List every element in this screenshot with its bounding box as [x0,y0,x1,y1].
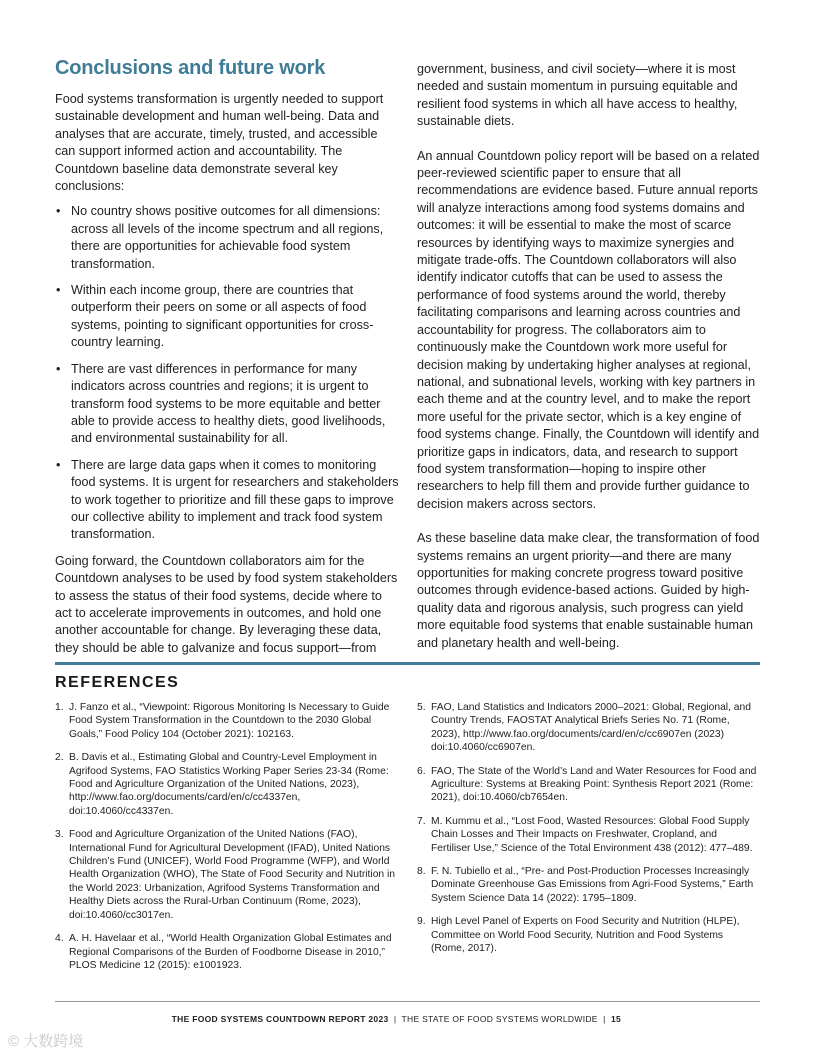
list-item-text: No country shows positive outcomes for all dimensions: across all levels of the income spectrum and all regions, there are opportunities for achievable food system transformation. [71,204,384,271]
footer-separator: | [603,1014,606,1024]
reference-text: F. N. Tubiello et al., “Pre- and Post-Production Processes Increasingly Dominate Greenhouse Gas Emissions from Agri-Food Systems,” Earth System Science Data 14 (2022): 1795–1809. [431,866,754,904]
right-column [417,61,762,669]
reference-item: 5. FAO, Land Statistics and Indicators 2000–2021: Global, Regional, and Country Trends, FAOSTAT Analytical Briefs Series No. 71 (Rome, 2023), http://www.fao.org/documents/card/en/c/cc6907en (2023) doi:10.4060/cc6907en. [417,702,751,754]
reference-text: Food and Agriculture Organization of the United Nations (FAO), International Fund for Agricultural Development (IFAD), United Nations Children’s Fund (UNICEF), World Food Programme (WFP), and World Health Organization (WHO), The State of Food Security and Nutrition in the World 2023: Urbanization, Agrifood Systems Transformation and Healthy Diets across the Rural-Urban Continuum (Rome, 2023), doi:10.4060/cc3017en. [69,829,396,921]
list-item: • There are large data gaps when it comes to monitoring food systems. It is urgent for researchers and stakeholders to work together to prioritize and fill these gaps to improve our collective ability to implement and track food system transformation. [56,457,399,542]
list-item: • There are vast differences in performance for many indicators across countries and regions; it is urgent to transform food systems to be more equitable and better able to provide access to healthy diets, good livelihoods, and environmental sustainability for all. [56,361,386,446]
footer-section-title: THE STATE OF FOOD SYSTEMS WORLDWIDE [401,1014,598,1024]
list-item: • Within each income group, there are countries that outperform their peers on some or all aspects of food systems, pointing to significant opportunities for cross-country learning. [56,283,374,350]
page-number: 15 [610,1014,621,1024]
page-footer [172,1014,621,1024]
references-heading: REFERENCES [55,674,180,691]
references-right-column [417,701,759,966]
reference-item: 7. M. Kummu et al., “Lost Food, Wasted Resources: Global Food Supply Chain Losses and Their Impacts on Freshwater, Cropland, and Fertiliser Use,” Science of the Total Environment 438 (2012): 477–489. [417,815,753,854]
closing-paragraph: Going forward, the Countdown collaborators aim for the Countdown analyses to be used by food system stakeholders to assess the status of their food systems, decide where to act to accelerate improvements in outcomes, and hold one another accountable for change. By leveraging these data, they should be able to galvanize and focus support—from [55,553,398,655]
reference-text: A. H. Havelaar et al., “World Health Organization Global Estimates and Regional Comparisons of the Burden of Foodborne Disease in 2010,” PLOS Medicine 12 (2015): e1001923. [69,933,392,971]
footer-divider [55,1001,760,1002]
reference-text: FAO, The State of the World’s Land and Water Resources for Food and Agriculture: Systems at Breaking Point: Synthesis Report 2021 (Rome: 2021), doi:10.4060/cb7654en. [431,765,757,804]
reference-item: 6. FAO, The State of the World’s Land and Water Resources for Food and Agriculture: Systems at Breaking Point: Synthesis Report 2021 (Rome: 2021), doi:10.4060/cb7654en. [417,765,757,804]
reference-text: High Level Panel of Experts on Food Security and Nutrition (HLPE), Committee on World Food Security, Nutrition and Food Systems (Rome, 2017). [431,916,740,955]
list-item-text: There are vast differences in performance for many indicators across countries and regions; it is urgent to transform food systems to be more equitable and better able to provide access to healthy diets, good livelihoods, and environmental sustainability for all. [71,361,386,446]
reference-item: 8. F. N. Tubiello et al., “Pre- and Post-Production Processes Increasingly Dominate Greenhouse Gas Emissions from Agri-Food Systems,” Earth System Science Data 14 (2022): 1795–1809. [417,866,754,904]
reference-item: 2. B. Davis et al., Estimating Global and Country-Level Employment in Agrifood Systems, FAO Statistics Working Paper Series 23-34 (Rome: Food and Agriculture Organization of the United Nations, 2023), http://www.fao.org/documents/card/en/c/cc4337en, doi:10.4060/cc4337en. [55,752,389,817]
footer-report-title: THE FOOD SYSTEMS COUNTDOWN REPORT 2023 [171,1014,389,1024]
list-item-text: There are large data gaps when it comes to monitoring food systems. It is urgent for researchers and stakeholders to work together to prioritize and fill these gaps to improve our collective ability to implement and track food system transformation. [71,457,399,542]
intro-paragraph: Food systems transformation is urgently needed to support sustainable development and human well-being. Data and analyses that are accurate, timely, trusted, and accessible can support informed action and accountability. The Countdown baseline data demonstrate several key conclusions: [55,92,384,194]
list-item: • No country shows positive outcomes for all dimensions: across all levels of the income spectrum and all regions, there are opportunities for achievable food system transformation. [56,204,384,271]
reference-text: J. Fanzo et al., “Viewpoint: Rigorous Monitoring Is Necessary to Guide Food System Transformation in the Countdown to the 2030 Global Goals,” Food Policy 104 (October 2021): 102163. [69,702,390,740]
footer-separator: | [393,1014,397,1024]
final-paragraph: As these baseline data make clear, the transformation of food systems remains an urgent priority—and there are many opportunities for making concrete progress toward positive outcomes through evidence-based actions. Guided by high-quality data and rigorous analysis, such progress can yield more equitable food systems that enable sustainable human and planetary health and well-being. [417,531,760,650]
reference-text: B. Davis et al., Estimating Global and Country-Level Employment in Agrifood Systems, FAO Statistics Working Paper Series 23-34 (Rome: Food and Agriculture Organization of the United Nations, 2023), http://www.fao.org/documents/card/en/c/cc4337en, doi:10.4060/cc4337en. [69,752,389,817]
reference-item: 9. High Level Panel of Experts on Food Security and Nutrition (HLPE), Committee on World Food Security, Nutrition and Food Systems (Rome, 2017). [417,916,740,955]
section-title: Conclusions and future work [55,57,326,79]
reference-item: 1. J. Fanzo et al., “Viewpoint: Rigorous Monitoring Is Necessary to Guide Food System Transformation in the Countdown to the 2030 Global Goals,” Food Policy 104 (October 2021): 102163. [55,702,390,740]
reference-item: 4. A. H. Havelaar et al., “World Health Organization Global Estimates and Regional Comparisons of the Burden of Foodborne Disease in 2010,” PLOS Medicine 12 (2015): e1001923. [55,933,392,971]
policy-report-paragraph: An annual Countdown policy report will be based on a related peer-reviewed scientific paper to ensure that all recommendations are evidence based. Future annual reports will analyze interactions among food systems domains and outcomes: it will be essential to make the most of scarce resources by identifying ways to maximize synergies and mitigate trade-offs. The Countdown collaborators will also identify indicator cutoffs that can be used to assess the performance of food systems around the world, thereby facilitating comparisons and learning across countries and accountability for progress. The collaborators aim to continuously make the Countdown work more useful for decision making by undertaking higher analyses at regional, national, and subnational levels, working with key partners in each theme and at the country level, and to make the report more useful for the private sector, which is a key engine of food systems change. Finally, the Countdown will identify and prioritize gaps in indicators, data, and research to support food system transformation—hoping to inspire other researchers to help fill them and provide further guidance to decision makers across sectors. [417,148,760,511]
references-left-column [55,701,397,982]
reference-text: M. Kummu et al., “Lost Food, Wasted Resources: Global Food Supply Chain Losses and Their Impacts on Freshwater, Cropland, and Fertiliser Use,” Science of the Total Environment 438 (2012): 477–489. [431,815,753,854]
watermark: © 大数跨境 [8,1033,84,1050]
list-item-text: Within each income group, there are countries that outperform their peers on some or all aspects of food systems, pointing to significant opportunities for cross-country learning. [71,283,374,350]
reference-text: FAO, Land Statistics and Indicators 2000–2021: Global, Regional, and Country Trends, FAOSTAT Analytical Briefs Series No. 71 (Rome, 2023), http://www.fao.org/documents/card/en/c/cc6907en (2023) doi:10.4060/cc6907en. [431,702,751,754]
continuation-paragraph: government, business, and civil society—where it is most needed and sustain momentum in pursuing equitable and resilient food systems in which all have access to healthy, sustainable diets. [417,62,738,129]
section-divider [55,662,760,665]
reference-item: 3. Food and Agriculture Organization of the United Nations (FAO), International Fund for Agricultural Development (IFAD), United Nations Children’s Fund (UNICEF), World Food Programme (WFP), and World Health Organization (WHO), The State of Food Security and Nutrition in the World 2023: Urbanization, Agrifood Systems Transformation and Healthy Diets across the Rural-Urban Continuum (Rome, 2023), doi:10.4060/cc3017en. [55,829,396,921]
left-column [55,55,400,657]
conclusions-list [55,203,400,543]
